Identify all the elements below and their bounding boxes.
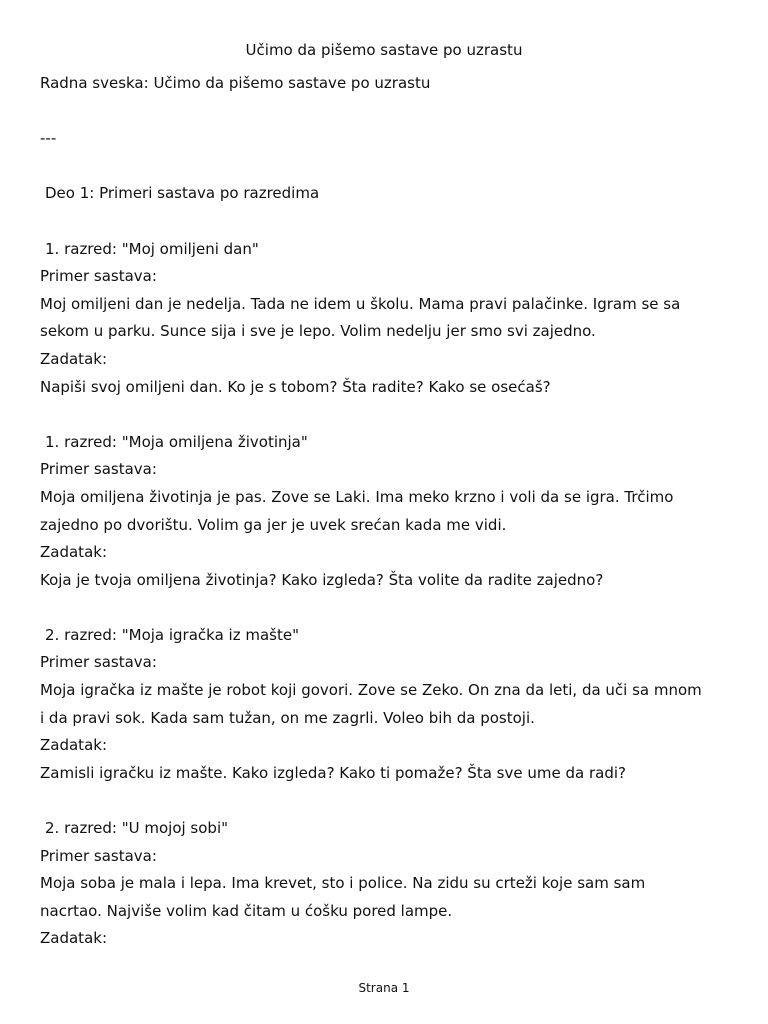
essay-section [40,236,740,402]
blank-line [40,98,740,126]
example-label: Primer sastava: [40,653,157,672]
task-label: Zadatak: [40,543,107,562]
task-label: Zadatak: [40,929,107,948]
document-title: Učimo da pišemo sastave po uzrastu [245,41,523,59]
example-text-line: Moja omiljena životinja je pas. Zove se Laki. Ima meko krzno i voli da se igra. Trčimo [40,487,674,506]
blank-line [40,208,740,236]
task-text: Koja je tvoja omiljena životinja? Kako izgleda? Šta volite da radite zajedno? [40,570,604,589]
example-text-line: Moja igračka iz mašte je robot koji govori. Zove se Zeko. On zna da leti, da uči sa mnom [40,681,702,700]
document-body [40,70,740,953]
page-number: Strana 1 [358,981,410,995]
example-label: Primer sastava: [40,846,157,865]
task-label: Zadatak: [40,736,107,755]
section-heading: 2. razred: "Moja igračka iz mašte" [45,625,299,644]
blank-line [40,787,740,815]
section-heading: 2. razred: "U mojoj sobi" [45,819,229,838]
example-label: Primer sastava: [40,267,157,286]
example-text-line: zajedno po dvorištu. Volim ga jer je uvek srećan kada me vidi. [40,515,507,534]
example-text-line: i da pravi sok. Kada sam tužan, on me zagrli. Voleo bih da postoji. [40,708,535,727]
section-heading: 1. razred: "Moja omiljena životinja" [45,432,308,451]
example-text-line: Moja soba je mala i lepa. Ima krevet, sto i police. Na zidu su crteži koje sam sam [40,874,646,893]
blank-line [40,153,740,181]
essay-section [40,429,740,595]
blank-line [40,401,740,429]
separator-line: --- [40,129,57,148]
blank-line [40,594,740,622]
task-label: Zadatak: [40,349,107,368]
section-heading: 1. razred: "Moj omiljeni dan" [45,239,259,258]
example-text-line: Moj omiljeni dan je nedelja. Tada ne idem u školu. Mama pravi palačinke. Igram se sa [40,294,681,313]
essay-section [40,622,740,788]
example-text-line: nacrtao. Najviše volim kad čitam u ćošku pored lampe. [40,901,453,920]
part-heading: Deo 1: Primeri sastava po razredima [45,184,320,203]
task-text: Zamisli igračku iz mašte. Kako izgleda? Kako ti pomaže? Šta sve ume da radi? [40,763,626,782]
workbook-subtitle: Radna sveska: Učimo da pišemo sastave po uzrastu [40,74,431,92]
essay-section [40,815,740,953]
task-text: Napiši svoj omiljeni dan. Ko je s tobom? Šta radite? Kako se osećaš? [40,377,551,396]
example-label: Primer sastava: [40,460,157,479]
example-text-line: sekom u parku. Sunce sija i sve je lepo. Volim nedelju jer smo svi zajedno. [40,322,596,341]
